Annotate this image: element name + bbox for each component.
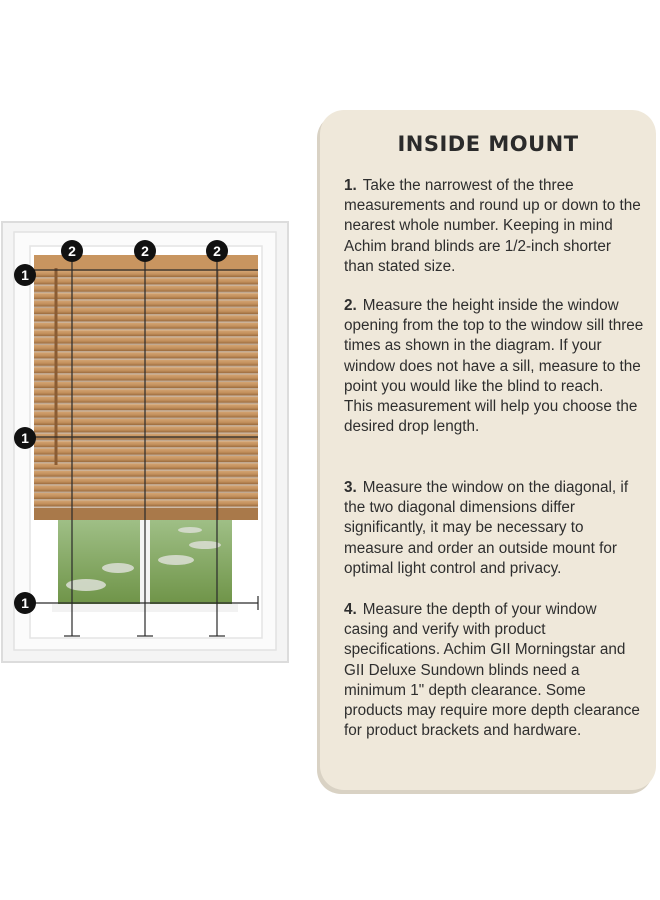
blind-slat-shadow bbox=[34, 388, 258, 389]
blind-slat-shadow bbox=[34, 469, 258, 470]
blind-slat bbox=[34, 286, 258, 292]
blind-slat-shadow bbox=[34, 440, 258, 441]
blind-slat-shadow bbox=[34, 506, 258, 507]
blind-slat-shadow bbox=[34, 455, 258, 456]
blind-slat bbox=[34, 338, 258, 344]
blind-slat bbox=[34, 367, 258, 373]
step-1-text: Take the narrowest of the three measurements and round up or down to the nearest whole number. Keeping in mind Achim brand blinds are 1/2-inch shorter than stated size. bbox=[344, 177, 641, 275]
blind-slat-shadow bbox=[34, 447, 258, 448]
blind-slat-shadow bbox=[34, 410, 258, 411]
width-marker-bottom bbox=[14, 592, 36, 614]
blind-slat bbox=[34, 397, 258, 403]
step-2 bbox=[344, 296, 644, 437]
blind-slat bbox=[34, 419, 258, 425]
blind-slat-shadow bbox=[34, 462, 258, 463]
svg-text:1: 1 bbox=[21, 430, 29, 446]
blind-slat bbox=[34, 308, 258, 314]
blind-slat-shadow bbox=[34, 366, 258, 367]
blind-slat bbox=[34, 382, 258, 388]
step-1-number: 1. bbox=[344, 177, 357, 194]
blind-slat bbox=[34, 471, 258, 477]
blind-slat bbox=[34, 323, 258, 329]
blind-slat bbox=[34, 293, 258, 299]
blind-slat-shadow bbox=[34, 321, 258, 322]
blind-slat bbox=[34, 352, 258, 358]
blind-slat bbox=[34, 500, 258, 506]
height-marker-left bbox=[61, 240, 83, 262]
blind-slat-shadow bbox=[34, 492, 258, 493]
step-4 bbox=[344, 600, 644, 741]
panel-title: INSIDE MOUNT bbox=[397, 132, 579, 156]
blind-slat bbox=[34, 278, 258, 284]
blind-slat bbox=[34, 478, 258, 484]
blind-slat-shadow bbox=[34, 381, 258, 382]
blind-slat-shadow bbox=[34, 299, 258, 300]
svg-text:2: 2 bbox=[213, 243, 221, 259]
step-4-number: 4. bbox=[344, 601, 357, 618]
svg-text:1: 1 bbox=[21, 267, 29, 283]
blind-slat bbox=[34, 301, 258, 307]
blind-slat bbox=[34, 449, 258, 455]
step-3 bbox=[344, 478, 644, 579]
blind-slat bbox=[34, 389, 258, 395]
blind-slat bbox=[34, 412, 258, 418]
blind-slat-shadow bbox=[34, 395, 258, 396]
blind-slat bbox=[34, 441, 258, 447]
blind-slat bbox=[34, 463, 258, 469]
blind-slat bbox=[34, 360, 258, 366]
blind-slat-shadow bbox=[34, 403, 258, 404]
blind-slat-shadow bbox=[34, 344, 258, 345]
window-pane-left bbox=[58, 520, 140, 604]
blind-slat bbox=[34, 345, 258, 351]
blind-slat bbox=[34, 375, 258, 381]
blind-slat-shadow bbox=[34, 425, 258, 426]
blind-slat bbox=[34, 271, 258, 277]
step-1 bbox=[344, 176, 644, 277]
window-blind-diagram bbox=[0, 0, 300, 680]
blind-slat-shadow bbox=[34, 314, 258, 315]
blind-slat-shadow bbox=[34, 329, 258, 330]
blind-slat-shadow bbox=[34, 484, 258, 485]
blind-slats bbox=[34, 271, 258, 508]
step-2-text: Measure the height inside the window opening from the top to the window sill three times as shown in the diagram. If your window does not have a sill, measure to the point you would like the blind to reach. bbox=[344, 297, 644, 395]
blind-slat bbox=[34, 404, 258, 410]
blind-slat bbox=[34, 426, 258, 432]
blind-slat bbox=[34, 330, 258, 336]
blind-slat-shadow bbox=[34, 351, 258, 352]
width-marker-middle bbox=[14, 427, 36, 449]
blind-slat-shadow bbox=[34, 477, 258, 478]
svg-text:2: 2 bbox=[68, 243, 76, 259]
blind-slat-shadow bbox=[34, 418, 258, 419]
blind-slat-shadow bbox=[34, 336, 258, 337]
height-marker-center bbox=[134, 240, 156, 262]
blind-slat-shadow bbox=[34, 432, 258, 433]
height-marker-right bbox=[206, 240, 228, 262]
width-marker-top bbox=[14, 264, 36, 286]
blind-slat bbox=[34, 315, 258, 321]
blind-slat-shadow bbox=[34, 292, 258, 293]
step-4-text: Measure the depth of your window casing and verify with product specifications. Achim GII Morningstar and GII Deluxe Sundown blinds need a minimum 1" depth clearance. Some products may require more depth clearance for product brackets and hardware. bbox=[344, 601, 640, 740]
blind-bottom-rail bbox=[34, 508, 258, 520]
blind-slat bbox=[34, 486, 258, 492]
step-3-number: 3. bbox=[344, 479, 357, 496]
step-3-text: Measure the window on the diagonal, if the two diagonal dimensions differ significantly, it may be necessary to measure and order an outside mount for optimal light control and privacy. bbox=[344, 479, 629, 577]
svg-text:2: 2 bbox=[141, 243, 149, 259]
blind-slat-shadow bbox=[34, 373, 258, 374]
blind-slat-shadow bbox=[34, 499, 258, 500]
blind-slat-shadow bbox=[34, 307, 258, 308]
svg-text:1: 1 bbox=[21, 595, 29, 611]
blind-slat-shadow bbox=[34, 277, 258, 278]
blind-slat-shadow bbox=[34, 284, 258, 285]
blind-slat bbox=[34, 493, 258, 499]
step-2-text-extra: This measurement will help you choose the desired drop length. bbox=[344, 398, 638, 436]
blind-slat-shadow bbox=[34, 358, 258, 359]
blind-slat bbox=[34, 456, 258, 462]
inside-mount-panel bbox=[320, 110, 656, 790]
step-2-number: 2. bbox=[344, 297, 357, 314]
